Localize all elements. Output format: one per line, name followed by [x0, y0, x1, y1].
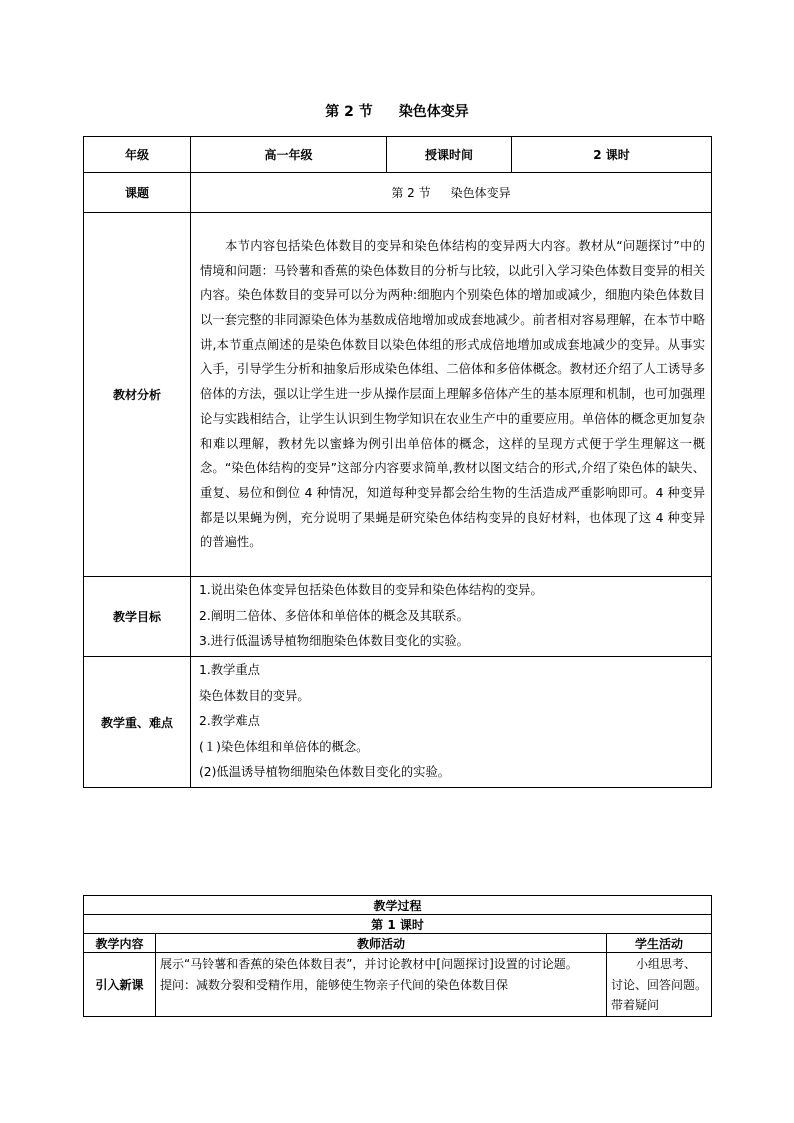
- analysis-label: 教材分析: [84, 213, 191, 577]
- teacher-activity-cell: [156, 953, 607, 1017]
- col-teacher-header: 教师活动: [156, 934, 607, 953]
- teacher-activity-2: 提问：减数分裂和受精作用，能够使生物亲子代间的染色体数目保: [160, 977, 509, 992]
- topic-section: 第 2 节: [391, 186, 431, 200]
- goal-item: 2.阐明二倍体、多倍体和单倍体的概念及其联系。: [199, 608, 469, 623]
- analysis-text: 本节内容包括染色体数目的变异和染色体结构的变异两大内容。教材从“问题探讨”中的情境和问题：马铃薯和香蕉的染色体数目的分析与比较，以此引入学习染色体数目变异的相关内容。染色体数目的变异可以分为两种:细胞内个别染色体的增加或减少，细胞内染色体数目以一套完整的非同源染色体为基数成倍地增加或成套地减少。前者相对容易理解，在本节中略讲,本节重点阐述的是染色体数目以染色体组的形式成倍地增加或成套地减少的变异。从事实入手，引导学生分析和抽象后形成染色体组、二倍体和多倍体概念。教材还介绍了人工诱导多倍体的方法，强以让学生进一步从操作层面上理解多倍体产生的基本原理和机制，也可加强理论与实践相结合，让学生认识到生物学知识在农业生产中的重要应用。单倍体的概念更加复杂和难以理解，教材先以蜜蜂为例引出单倍体的概念，这样的呈现方式便于学生理解这一概念。“染色体结构的变异”这部分内容要求简单,教材以图文结合的形式,介绍了染色体的缺失、重复、易位和倒位 4 种情况，知道每种变异都会给生物的生活造成严重影响即可。4 种变异都是以果蝇为例，充分说明了果蝇是研究染色体结构变异的良好材料，也体现了这 4 种变异的普遍性。: [200, 238, 705, 550]
- column-header-row: [84, 934, 712, 953]
- page-title: [0, 101, 794, 121]
- goal-item: 1.说出染色体变异包括染色体数目的变异和染色体结构的变异。: [199, 583, 543, 598]
- topic-value: [191, 173, 712, 213]
- goals-label: 教学目标: [84, 577, 191, 657]
- goals-cell: [191, 577, 712, 657]
- key-point-item: 染色体数目的变异。: [199, 688, 310, 703]
- title-name: 染色体变异: [398, 104, 469, 120]
- analysis-cell: [191, 213, 712, 577]
- key-point-item: 1.教学重点: [199, 663, 260, 678]
- lesson-info-table: [83, 136, 712, 788]
- lesson-row: [84, 915, 712, 934]
- key-points-label: 教学重、难点: [84, 657, 191, 788]
- key-point-item: (2)低温诱导植物细胞染色体数目变化的实验。: [199, 765, 451, 780]
- grade-value: 高一年级: [191, 137, 387, 173]
- teaching-process-table: [83, 895, 712, 1017]
- row-content-intro: 引入新课: [84, 953, 156, 1017]
- topic-label: 课题: [84, 173, 191, 213]
- process-header-row: [84, 896, 712, 915]
- key-points-row: [84, 657, 712, 788]
- grade-label: 年级: [84, 137, 191, 173]
- key-point-item: 2.教学难点: [199, 714, 260, 729]
- goal-item: 3.进行低温诱导植物细胞染色体数目变化的实验。: [199, 634, 469, 649]
- process-header: 教学过程: [84, 896, 712, 915]
- col-content-header: 教学内容: [84, 934, 156, 953]
- topic-name: 染色体变异: [450, 186, 511, 200]
- goals-row: [84, 577, 712, 657]
- time-value: 2 课时: [512, 137, 712, 173]
- intro-row: [84, 953, 712, 1017]
- teacher-activity-1: 展示“马铃薯和香蕉的染色体数目表”，并讨论教材中[问题探讨]设置的讨论题。: [160, 957, 578, 971]
- col-student-header: 学生活动: [607, 934, 712, 953]
- time-label: 授课时间: [387, 137, 512, 173]
- grade-row: [84, 137, 712, 173]
- analysis-row: [84, 213, 712, 577]
- key-points-cell: [191, 657, 712, 788]
- title-section: 第 2 节: [325, 104, 373, 120]
- student-activity: 小组思考、讨论、回答问题。带着疑问: [607, 953, 712, 1017]
- key-point-item: (１)染色体组和单倍体的概念。: [199, 739, 369, 754]
- lesson-label: 第 1 课时: [84, 915, 712, 934]
- topic-row: [84, 173, 712, 213]
